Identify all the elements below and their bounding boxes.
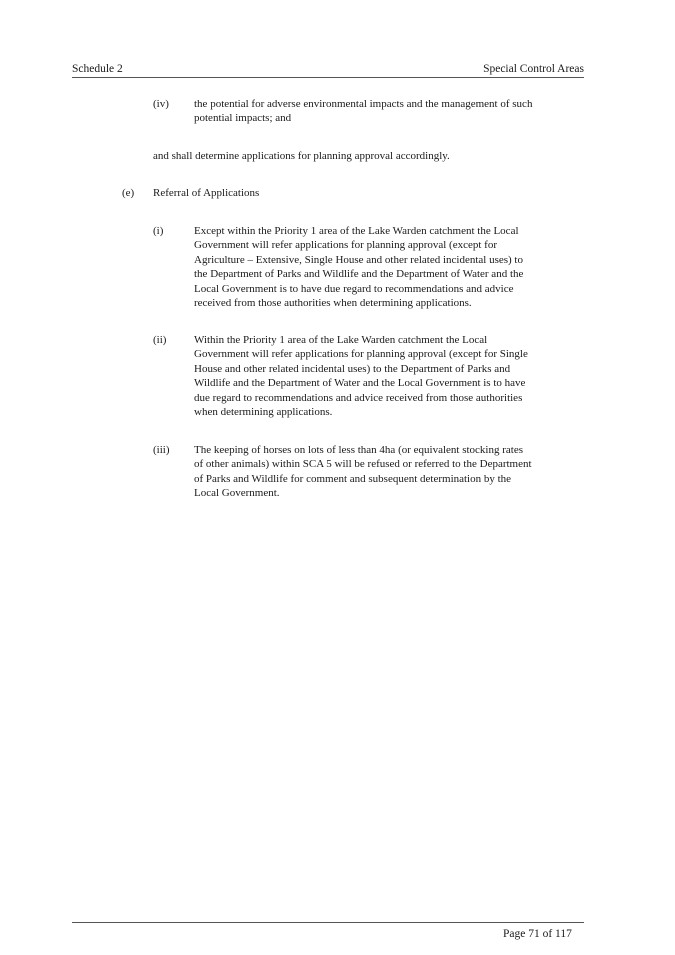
- item-iv-line-2: potential impacts; and: [194, 112, 292, 125]
- section-e-heading: Referral of Applications: [153, 187, 260, 199]
- section-e-number: (e): [122, 187, 135, 199]
- item-ii-line-3: House and other related incidental uses) to the Department of Parks and: [194, 362, 511, 375]
- item-ii-text: [194, 333, 589, 419]
- item-iii-text: [194, 443, 589, 501]
- item-ii-line-2: Government will refer applications for planning approval (except for Single: [194, 348, 528, 361]
- page-number: Page 71 of 117: [503, 928, 572, 940]
- item-ii-line-4: Wildlife and the Department of Water and the Local Government is to have: [194, 377, 526, 390]
- item-i-line-3: Agriculture – Extensive, Single House and other related incidental uses) to: [194, 253, 523, 266]
- header-section-title: Special Control Areas: [483, 63, 584, 75]
- item-iv-number: (iv): [153, 98, 169, 110]
- item-iii-line-4: Local Government.: [194, 487, 280, 500]
- footer-rule: [72, 922, 584, 923]
- item-i-number: (i): [153, 225, 164, 237]
- item-iv-text: [194, 97, 589, 126]
- determine-paragraph: and shall determine applications for planning approval accordingly.: [153, 150, 450, 162]
- item-i-line-1: Except within the Priority 1 area of the Lake Warden catchment the Local: [194, 225, 519, 237]
- item-ii-line-1: Within the Priority 1 area of the Lake Warden catchment the Local: [194, 334, 488, 346]
- item-i-text: [194, 224, 589, 310]
- item-i-line-5: Local Government is to have due regard to recommendations and advice: [194, 282, 514, 295]
- item-i-line-6: received from those authorities when determining applications.: [194, 297, 472, 310]
- item-i-line-2: Government will refer applications for planning approval (except for: [194, 239, 497, 252]
- item-iii-line-2: of other animals) within SCA 5 will be refused or referred to the Department: [194, 458, 532, 471]
- item-iii-line-3: of Parks and Wildlife for comment and subsequent determination by the: [194, 472, 512, 485]
- header-schedule-label: Schedule 2: [72, 63, 123, 75]
- page-header: [72, 62, 584, 77]
- item-ii-number: (ii): [153, 334, 167, 346]
- item-iv-line-1: the potential for adverse environmental impacts and the management of such: [194, 98, 533, 110]
- item-ii-line-6: when determining applications.: [194, 406, 333, 419]
- header-rule: [72, 77, 584, 78]
- item-i-line-4: the Department of Parks and Wildlife and the Department of Water and the: [194, 268, 524, 281]
- item-iii-number: (iii): [153, 444, 170, 456]
- item-iii-line-1: The keeping of horses on lots of less than 4ha (or equivalent stocking rates: [194, 444, 524, 456]
- item-ii-line-5: due regard to recommendations and advice received from those authorities: [194, 391, 523, 404]
